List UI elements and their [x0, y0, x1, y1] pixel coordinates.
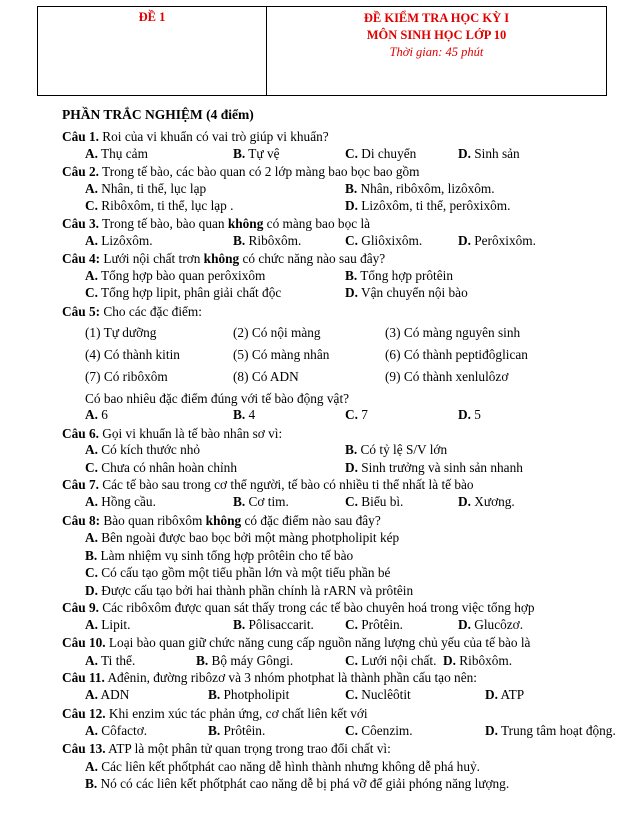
answer-option: [85, 180, 206, 198]
question-text: có màng bao bọc là: [263, 216, 371, 231]
question-number: Câu 9.: [62, 600, 99, 615]
question-number: Câu 11.: [62, 670, 105, 685]
question-text: ATP là một phân tử quan trọng trong trao đổi chất vì:: [105, 741, 391, 756]
answer-option: [85, 145, 148, 163]
option-letter: A.: [85, 442, 98, 457]
question-text: Loại bào quan giữ chức năng cung cấp nguồn năng lượng chủ yếu của tế bào là: [105, 635, 531, 650]
option-text: Ti thể.: [97, 653, 136, 668]
option-letter: C.: [85, 565, 98, 580]
option-letter: C.: [345, 653, 358, 668]
option-text: Côenzim.: [357, 723, 413, 738]
section-title: PHẦN TRẮC NGHIỆM (4 điểm): [62, 107, 254, 122]
question-text: Cho các đặc điểm:: [100, 304, 202, 319]
option-letter: D.: [458, 407, 471, 422]
option-letter: A.: [85, 407, 98, 422]
option-text: Xương.: [470, 494, 515, 509]
option-text: Nhân, ribôxôm, lizôxôm.: [357, 181, 495, 196]
option-letter: B.: [345, 442, 358, 457]
option-letter: B.: [345, 268, 358, 283]
option-letter: A.: [85, 759, 98, 774]
option-letter: A.: [85, 653, 98, 668]
answer-option: [345, 722, 413, 740]
exam-time: Thời gian: 45 phút: [389, 45, 484, 59]
feature-item: (1) Tự dưỡng: [85, 325, 157, 340]
option-letter: C.: [345, 233, 358, 248]
answer-option: [345, 267, 453, 285]
option-text: Ribôxôm.: [245, 233, 302, 248]
question-stem: [62, 215, 640, 233]
option-letter: C.: [345, 687, 358, 702]
option-letter: B.: [233, 146, 246, 161]
question-emphasis: không: [205, 513, 242, 528]
option-text: 4: [245, 407, 256, 422]
question-text: Khi enzim xúc tác phản ứng, cơ chất liên kết với: [105, 706, 368, 721]
option-text: Nhân, ti thể, lục lạp: [97, 181, 207, 196]
answer-option: [85, 652, 135, 670]
question-stem: [62, 669, 640, 687]
answer-option: [233, 232, 301, 250]
option-text: 7: [357, 407, 368, 422]
option-letter: C.: [345, 617, 358, 632]
option-text: Pôlisaccarit.: [245, 617, 314, 632]
question-number: Câu 2.: [62, 164, 99, 179]
option-letter: C.: [345, 407, 358, 422]
option-letter: A.: [85, 181, 98, 196]
option-text: 6: [97, 407, 108, 422]
option-letter: C.: [85, 460, 98, 475]
option-letter: D.: [458, 494, 471, 509]
option-letter: A.: [85, 494, 98, 509]
option-letter: B.: [233, 407, 246, 422]
question-number: Câu 3.: [62, 216, 99, 231]
option-letter: C.: [345, 146, 358, 161]
option-text: Lưới nội chất.: [357, 653, 437, 668]
option-text: Các liên kết phốtphát cao năng dễ hình thành nhưng không dễ phá huỷ.: [97, 759, 480, 774]
feature-item: (4) Có thành kitin: [85, 347, 180, 362]
option-letter: D.: [85, 583, 98, 598]
option-text: Sinh trưởng và sinh sản nhanh: [357, 460, 523, 475]
answer-option: [85, 547, 353, 565]
question-stem: [62, 163, 640, 181]
answer-option: [208, 722, 265, 740]
answer-option: [233, 145, 280, 163]
answer-option: [458, 232, 536, 250]
exam-title: ĐỀ KIỂM TRA HỌC KỲ I: [363, 11, 510, 25]
question-number: Câu 4:: [62, 251, 101, 266]
answer-option: [345, 284, 468, 302]
option-text: Hồng cầu.: [97, 494, 156, 509]
option-text: Chưa có nhân hoàn chỉnh: [97, 460, 237, 475]
option-text: Lizôxôm, ti thể, perôxixôm.: [357, 198, 511, 213]
answer-option: [85, 582, 413, 600]
option-text: Cơ tim.: [245, 494, 289, 509]
question-stem: [62, 250, 640, 268]
answer-option: [85, 441, 200, 459]
option-text: ADN: [97, 687, 130, 702]
answer-option: [208, 686, 289, 704]
question-stem: [62, 705, 640, 723]
answer-option: [85, 406, 108, 424]
feature-item: (6) Có thành peptiđôglican: [385, 347, 528, 362]
option-letter: B.: [196, 653, 209, 668]
question-text: Roi của vi khuẩn có vai trò giúp vi khuẩn?: [98, 129, 329, 144]
answer-option: [233, 616, 314, 634]
option-text: Có tỷ lệ S/V lớn: [357, 442, 448, 457]
option-text: Lizôxôm.: [97, 233, 153, 248]
exam-code: [38, 7, 267, 95]
question-stem: [62, 128, 640, 146]
option-letter: B.: [233, 617, 246, 632]
option-text: Prôtêin.: [220, 723, 266, 738]
option-text: Perôxixôm.: [470, 233, 536, 248]
option-text: ATP: [497, 687, 525, 702]
question-number: Câu 10.: [62, 635, 106, 650]
question-stem: [62, 512, 640, 530]
answer-option: [345, 616, 403, 634]
option-letter: C.: [85, 198, 98, 213]
answer-option: [85, 758, 480, 776]
answer-option: [85, 493, 156, 511]
answer-option: [85, 722, 147, 740]
option-letter: A.: [85, 723, 98, 738]
feature-item: (7) Có ribôxôm: [85, 369, 168, 384]
option-text: Được cấu tạo bởi hai thành phần chính là rARN và prôtêin: [97, 583, 414, 598]
option-text: Prôtêin.: [357, 617, 403, 632]
option-letter: B.: [233, 494, 246, 509]
option-letter: C.: [345, 494, 358, 509]
option-letter: C.: [345, 723, 358, 738]
answer-option: [458, 145, 520, 163]
option-text: Glucôzơ.: [470, 617, 524, 632]
option-letter: D.: [485, 723, 498, 738]
option-text: Photpholipit: [220, 687, 290, 702]
option-text: Có kích thước nhỏ: [97, 442, 201, 457]
option-letter: D.: [345, 198, 358, 213]
feature-item: (8) Có ADN: [233, 369, 299, 384]
answer-option: [233, 493, 289, 511]
question-text: Lưới nội chất trơn: [100, 251, 204, 266]
question-text: Trong tế bào, bào quan: [98, 216, 228, 231]
answer-option: [85, 284, 281, 302]
question-text: có chức năng nào sau đây?: [239, 251, 386, 266]
question-text: Các tế bào sau trong cơ thể người, tế bào có nhiều ti thể nhất là tế bào: [98, 477, 474, 492]
option-letter: B.: [85, 548, 98, 563]
option-letter: A.: [85, 617, 98, 632]
answer-option: [85, 564, 390, 582]
exam-title-block: [267, 7, 606, 95]
question-number: Câu 5:: [62, 304, 101, 319]
feature-item: (9) Có thành xenlulôzơ: [385, 369, 509, 384]
question-stem: [62, 740, 640, 758]
option-letter: B.: [233, 233, 246, 248]
option-text: Di chuyển: [357, 146, 417, 161]
answer-option: [345, 686, 411, 704]
answer-option: [458, 406, 481, 424]
answer-option: [345, 232, 422, 250]
exam-header: [37, 6, 607, 96]
question-text: có đặc điểm nào sau đây?: [241, 513, 381, 528]
feature-item: (2) Có nội màng: [233, 325, 321, 340]
option-text: Làm nhiệm vụ sinh tổng hợp prôtêin cho tế bào: [97, 548, 354, 563]
option-text: Ribôxôm, ti thể, lục lạp .: [97, 198, 234, 213]
option-letter: A.: [85, 687, 98, 702]
answer-option: [345, 459, 523, 477]
answer-option: [443, 652, 512, 670]
option-text: Sinh sản: [470, 146, 520, 161]
feature-item: (5) Có màng nhân: [233, 347, 330, 362]
option-text: Nó có các liên kết phốtphát cao năng dễ bị phá vỡ để giải phóng năng lượng.: [97, 776, 510, 791]
answer-option: [345, 652, 436, 670]
answer-option: [85, 686, 129, 704]
question-text: Bào quan ribôxôm: [100, 513, 206, 528]
option-text: Bộ máy Gôngi.: [208, 653, 294, 668]
option-letter: D.: [345, 285, 358, 300]
answer-option: [85, 616, 130, 634]
question-number: Câu 12.: [62, 706, 106, 721]
option-text: 5: [470, 407, 481, 422]
question-emphasis: không: [203, 251, 240, 266]
question-stem: [62, 303, 640, 321]
sub-question: Có bao nhiêu đặc điểm đúng với tế bào động vật?: [85, 391, 350, 406]
option-letter: D.: [345, 460, 358, 475]
option-text: Tổng hợp prôtêin: [357, 268, 453, 283]
question-text: Trong tế bào, các bào quan có 2 lớp màng bao bọc bao gồm: [98, 164, 420, 179]
option-text: Có cấu tạo gồm một tiểu phần lớn và một tiểu phần bé: [97, 565, 391, 580]
option-text: Vận chuyển nội bào: [357, 285, 468, 300]
option-letter: A.: [85, 530, 98, 545]
option-letter: B.: [208, 723, 221, 738]
question-emphasis: không: [227, 216, 264, 231]
answer-option: [85, 267, 265, 285]
option-text: Lipit.: [97, 617, 131, 632]
option-letter: B.: [85, 776, 98, 791]
answer-option: [233, 406, 255, 424]
option-letter: A.: [85, 233, 98, 248]
exam-code-text: ĐỀ 1: [138, 10, 166, 24]
answer-option: [196, 652, 293, 670]
answer-option: [85, 775, 509, 793]
answer-option: [85, 529, 399, 547]
option-letter: D.: [485, 687, 498, 702]
question-number: Câu 13.: [62, 741, 106, 756]
question-number: Câu 7.: [62, 477, 99, 492]
answer-option: [485, 686, 524, 704]
option-text: Gliôxixôm.: [357, 233, 423, 248]
answer-option: [458, 493, 515, 511]
option-text: Thụ cảm: [97, 146, 148, 161]
answer-option: [345, 441, 447, 459]
option-text: Nuclêôtit: [357, 687, 411, 702]
feature-item: (3) Có màng nguyên sinh: [385, 325, 521, 340]
answer-option: [85, 232, 153, 250]
option-letter: A.: [85, 268, 98, 283]
option-letter: D.: [458, 233, 471, 248]
question-stem: [62, 476, 640, 494]
option-text: Biểu bì.: [357, 494, 404, 509]
option-text: Tổng hợp lipit, phân giải chất độc: [97, 285, 282, 300]
exam-subject: MÔN SINH HỌC LỚP 10: [366, 28, 507, 42]
question-stem: [62, 599, 640, 617]
answer-option: [345, 197, 510, 215]
option-text: Bên ngoài được bao bọc bởi một màng photpholipit kép: [97, 530, 400, 545]
option-letter: D.: [443, 653, 456, 668]
question-number: Câu 8:: [62, 513, 101, 528]
option-text: Ribôxôm.: [455, 653, 513, 668]
answer-option: [345, 180, 495, 198]
option-letter: A.: [85, 146, 98, 161]
question-text: Gọi vi khuẩn là tế bào nhân sơ vì:: [98, 426, 283, 441]
option-letter: C.: [85, 285, 98, 300]
answer-option: [85, 197, 233, 215]
option-letter: B.: [345, 181, 358, 196]
option-text: Tự vệ: [245, 146, 280, 161]
option-text: Côfactơ.: [97, 723, 148, 738]
option-letter: D.: [458, 617, 471, 632]
option-letter: D.: [458, 146, 471, 161]
option-text: Tổng hợp bào quan perôxixôm: [97, 268, 266, 283]
question-number: Câu 1.: [62, 129, 99, 144]
option-letter: B.: [208, 687, 221, 702]
answer-option: [345, 145, 416, 163]
answer-option: [485, 722, 616, 740]
question-text: Các ribôxôm được quan sát thấy trong các tế bào chuyên hoá trong việc tổng hợp: [98, 600, 535, 615]
question-text: Ađênin, đường ribôzơ và 3 nhóm photphat là thành phần cấu tạo nên:: [104, 670, 477, 685]
question-stem: [62, 634, 640, 652]
answer-option: [345, 493, 403, 511]
answer-option: [458, 616, 523, 634]
option-text: Trung tâm hoạt động.: [497, 723, 616, 738]
question-number: Câu 6.: [62, 426, 99, 441]
answer-option: [85, 459, 237, 477]
answer-option: [345, 406, 368, 424]
